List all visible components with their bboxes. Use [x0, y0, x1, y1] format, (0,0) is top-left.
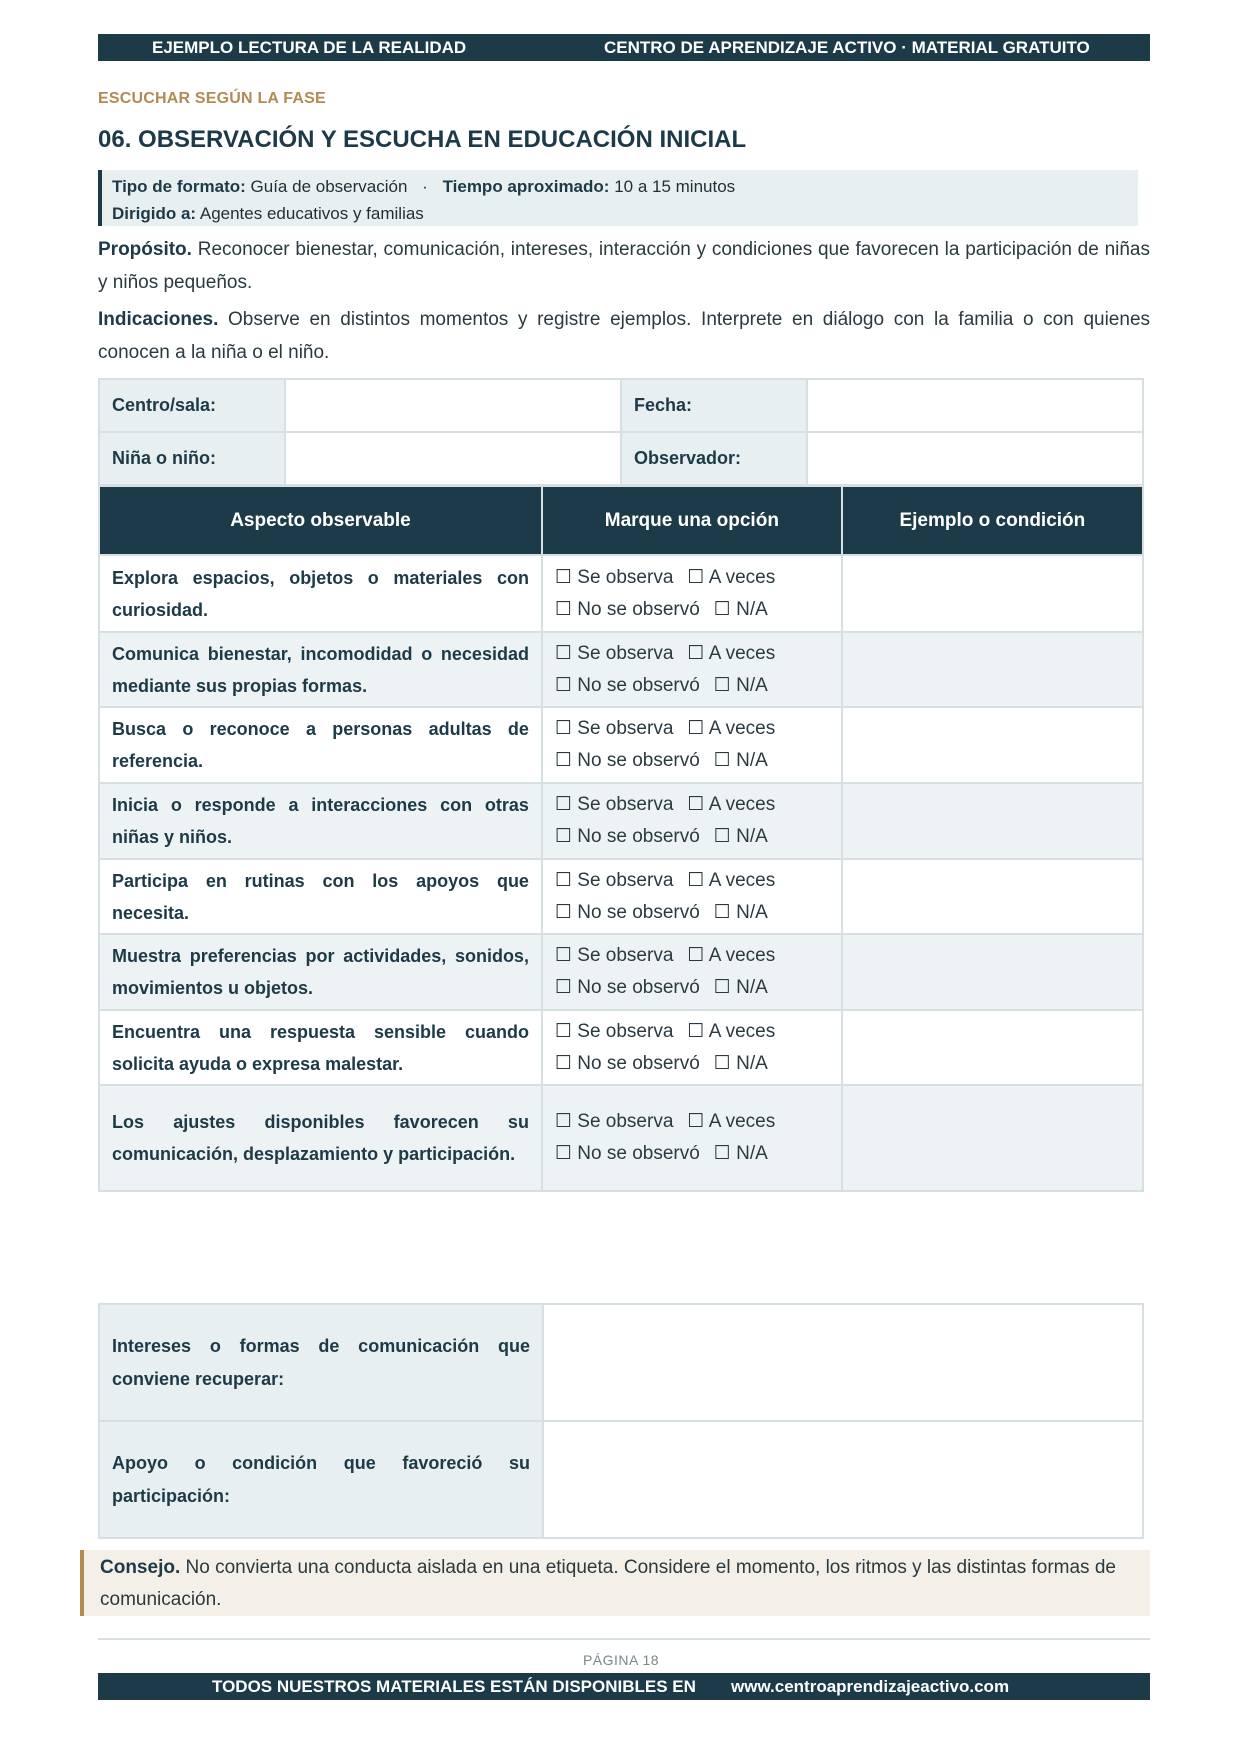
checkbox-icon[interactable]: ☐ — [687, 945, 705, 966]
option-line — [555, 789, 829, 821]
option-cell — [542, 707, 842, 783]
aspect-cell: Explora espacios, objetos o materiales con curiosidad. — [99, 555, 542, 632]
footer-bar — [98, 1673, 1150, 1700]
option-label: Se observa — [577, 718, 674, 739]
checkbox-icon[interactable]: ☐ — [554, 1143, 572, 1164]
checkbox-icon[interactable]: ☐ — [554, 794, 572, 815]
option-line — [555, 1106, 829, 1138]
checkbox-icon[interactable]: ☐ — [687, 718, 705, 739]
aspect-cell: Participa en rutinas con los apoyos que necesita. — [99, 859, 542, 934]
option-label: A veces — [708, 718, 776, 739]
example-field[interactable] — [842, 783, 1143, 859]
example-field[interactable] — [842, 934, 1143, 1010]
section-label: ESCUCHAR SEGÚN LA FASE — [98, 90, 326, 107]
checkbox-icon[interactable]: ☐ — [687, 566, 705, 588]
footer-url-link[interactable]: www.centroaprendizajeactivo.com — [731, 1677, 1010, 1696]
support-field[interactable] — [543, 1421, 1143, 1538]
checkbox-icon[interactable]: ☐ — [713, 1052, 731, 1074]
example-field[interactable] — [842, 707, 1143, 783]
audience-label: Dirigido a: — [112, 204, 197, 223]
option-label: A veces — [708, 869, 776, 891]
option-label: N/A — [736, 901, 768, 923]
option-label: N/A — [736, 1143, 768, 1164]
table-row — [99, 555, 1143, 632]
table-row — [99, 859, 1143, 934]
option-label: N/A — [736, 826, 768, 847]
tip-label: Consejo. — [100, 1557, 181, 1578]
checkbox-icon[interactable]: ☐ — [687, 1020, 705, 1042]
checkbox-icon[interactable]: ☐ — [554, 642, 572, 664]
option-cell — [542, 1010, 842, 1085]
checkbox-icon[interactable]: ☐ — [713, 598, 731, 620]
instructions-text: Observe en distintos momentos y registre ejemplos. Interprete en diálogo con la familia o con quienes conocen a la niña o el niño. — [98, 309, 1151, 363]
checkbox-icon[interactable]: ☐ — [713, 674, 731, 696]
option-label: No se observó — [577, 1143, 700, 1164]
checkbox-icon[interactable]: ☐ — [554, 869, 572, 891]
option-line — [555, 713, 829, 745]
time-value: 10 a 15 minutos — [614, 177, 736, 196]
date-label: Fecha: — [621, 379, 807, 432]
example-field[interactable] — [842, 555, 1143, 632]
option-line — [555, 562, 829, 594]
option-cell — [542, 555, 842, 632]
option-cell — [542, 859, 842, 934]
option-label: Se observa — [577, 1020, 674, 1042]
table-row — [99, 934, 1143, 1010]
aspect-cell: Comunica bienestar, incomodidad o necesidad mediante sus propias formas. — [99, 632, 542, 707]
checkbox-icon[interactable]: ☐ — [713, 977, 731, 998]
checkbox-icon[interactable]: ☐ — [713, 750, 731, 771]
checkbox-icon[interactable]: ☐ — [554, 1020, 572, 1042]
footer-text: TODOS NUESTROS MATERIALES ESTÁN DISPONIBLES EN — [212, 1677, 696, 1696]
footer-divider — [98, 1638, 1150, 1640]
option-label: Se observa — [577, 869, 674, 891]
info-table — [98, 378, 1144, 486]
option-label: A veces — [708, 642, 776, 664]
table-row — [99, 632, 1143, 707]
notes-row — [99, 1421, 1143, 1538]
option-line — [555, 638, 829, 670]
option-label: N/A — [736, 674, 768, 696]
meta-separator: · — [422, 177, 428, 196]
tip-box — [80, 1550, 1150, 1616]
child-field[interactable] — [285, 432, 621, 485]
option-label: No se observó — [577, 598, 700, 620]
purpose-paragraph — [98, 233, 1150, 299]
option-cell — [542, 783, 842, 859]
checkbox-icon[interactable]: ☐ — [554, 598, 572, 620]
checkbox-icon[interactable]: ☐ — [554, 901, 572, 923]
option-cell — [542, 632, 842, 707]
option-label: Se observa — [577, 566, 674, 588]
column-header-example: Ejemplo o condición — [842, 486, 1143, 555]
date-field[interactable] — [807, 379, 1143, 432]
format-label: Tipo de formato: — [112, 177, 246, 196]
checkbox-icon[interactable]: ☐ — [687, 1111, 705, 1132]
option-label: Se observa — [577, 945, 674, 966]
checkbox-icon[interactable]: ☐ — [554, 977, 572, 998]
center-field[interactable] — [285, 379, 621, 432]
option-label: No se observó — [577, 826, 700, 847]
child-label: Niña o niño: — [99, 432, 285, 485]
purpose-label: Propósito. — [98, 239, 192, 260]
option-cell — [542, 934, 842, 1010]
option-label: No se observó — [577, 901, 700, 923]
checkbox-icon[interactable]: ☐ — [554, 718, 572, 739]
option-label: A veces — [708, 566, 776, 588]
aspect-cell: Muestra preferencias por actividades, sonidos, movimientos u objetos. — [99, 934, 542, 1010]
meta-line-2 — [112, 200, 1138, 227]
observer-field[interactable] — [807, 432, 1143, 485]
header-bar — [98, 34, 1150, 61]
option-line — [555, 897, 829, 929]
option-label: No se observó — [577, 977, 700, 998]
example-field[interactable] — [842, 1085, 1143, 1191]
page-number: PÁGINA 18 — [582, 1652, 660, 1668]
tip-text: No convierta una conducta aislada en una etiqueta. Considere el momento, los ritmos y las distintas formas de comunicación. — [100, 1557, 1116, 1610]
option-line — [555, 594, 829, 626]
aspect-cell: Los ajustes disponibles favorecen su comunicación, desplazamiento y participación. — [99, 1085, 542, 1191]
notes-table — [98, 1303, 1144, 1539]
table-header-row — [99, 486, 1143, 555]
checkbox-icon[interactable]: ☐ — [687, 642, 705, 664]
interests-label: Intereses o formas de comunicación que conviene recuperar: — [99, 1304, 543, 1421]
example-field[interactable] — [842, 632, 1143, 707]
checkbox-icon[interactable]: ☐ — [687, 794, 705, 815]
aspect-cell: Busca o reconoce a personas adultas de referencia. — [99, 707, 542, 783]
format-value: Guía de observación — [250, 177, 408, 196]
option-label: Se observa — [577, 1111, 674, 1132]
info-row — [99, 379, 1143, 432]
support-label: Apoyo o condición que favoreció su participación: — [99, 1421, 543, 1538]
notes-row — [99, 1304, 1143, 1421]
observer-label: Observador: — [621, 432, 807, 485]
option-label: N/A — [736, 1052, 768, 1074]
option-line — [555, 1048, 829, 1080]
checkbox-icon[interactable]: ☐ — [554, 566, 572, 588]
center-label: Centro/sala: — [99, 379, 285, 432]
observation-table — [98, 485, 1144, 1192]
header-left-text: EJEMPLO LECTURA DE LA REALIDAD — [152, 37, 467, 57]
purpose-text: Reconocer bienestar, comunicación, intereses, interacción y condiciones que favorecen la participación de niñas y niños pequeños. — [98, 239, 1151, 293]
checkbox-icon[interactable]: ☐ — [713, 901, 731, 923]
option-line — [555, 670, 829, 702]
option-label: A veces — [708, 945, 776, 966]
example-field[interactable] — [842, 859, 1143, 934]
instructions-paragraph — [98, 303, 1150, 369]
option-label: Se observa — [577, 642, 674, 664]
checkbox-icon[interactable]: ☐ — [554, 826, 572, 847]
option-label: No se observó — [577, 674, 700, 696]
table-row — [99, 783, 1143, 859]
option-label: A veces — [708, 1111, 776, 1132]
table-row — [99, 1010, 1143, 1085]
option-line — [555, 1138, 829, 1170]
example-field[interactable] — [842, 1010, 1143, 1085]
instructions-label: Indicaciones. — [98, 309, 219, 330]
option-label: N/A — [736, 750, 768, 771]
option-label: N/A — [736, 977, 768, 998]
checkbox-icon[interactable]: ☐ — [713, 1143, 731, 1164]
checkbox-icon[interactable]: ☐ — [554, 1111, 572, 1132]
meta-line-1 — [112, 173, 1138, 200]
table-row — [99, 1085, 1143, 1191]
option-line — [555, 821, 829, 853]
checkbox-icon[interactable]: ☐ — [554, 1052, 572, 1074]
option-line — [555, 972, 829, 1004]
option-label: N/A — [736, 598, 768, 620]
aspect-cell: Inicia o responde a interacciones con otras niñas y niños. — [99, 783, 542, 859]
option-label: No se observó — [577, 750, 700, 771]
option-label: Se observa — [577, 794, 674, 815]
page-title: 06. OBSERVACIÓN Y ESCUCHA EN EDUCACIÓN INICIAL — [98, 126, 747, 153]
option-label: A veces — [708, 794, 776, 815]
option-label: A veces — [708, 1020, 776, 1042]
option-line — [555, 1016, 829, 1048]
time-label: Tiempo aproximado: — [442, 177, 610, 196]
checkbox-icon[interactable]: ☐ — [554, 945, 572, 966]
column-header-option: Marque una opción — [542, 486, 842, 555]
column-header-aspect: Aspecto observable — [99, 486, 542, 555]
option-line — [555, 865, 829, 897]
option-cell — [542, 1085, 842, 1191]
info-row — [99, 432, 1143, 485]
table-row — [99, 707, 1143, 783]
header-right-text: CENTRO DE APRENDIZAJE ACTIVO · MATERIAL GRATUITO — [604, 37, 1090, 57]
checkbox-icon[interactable]: ☐ — [687, 869, 705, 891]
meta-box — [98, 170, 1138, 226]
option-line — [555, 745, 829, 777]
option-line — [555, 940, 829, 972]
audience-value: Agentes educativos y familias — [199, 204, 424, 223]
checkbox-icon[interactable]: ☐ — [554, 750, 572, 771]
option-label: No se observó — [577, 1052, 700, 1074]
checkbox-icon[interactable]: ☐ — [554, 674, 572, 696]
checkbox-icon[interactable]: ☐ — [713, 826, 731, 847]
interests-field[interactable] — [543, 1304, 1143, 1421]
aspect-cell: Encuentra una respuesta sensible cuando solicita ayuda o expresa malestar. — [99, 1010, 542, 1085]
